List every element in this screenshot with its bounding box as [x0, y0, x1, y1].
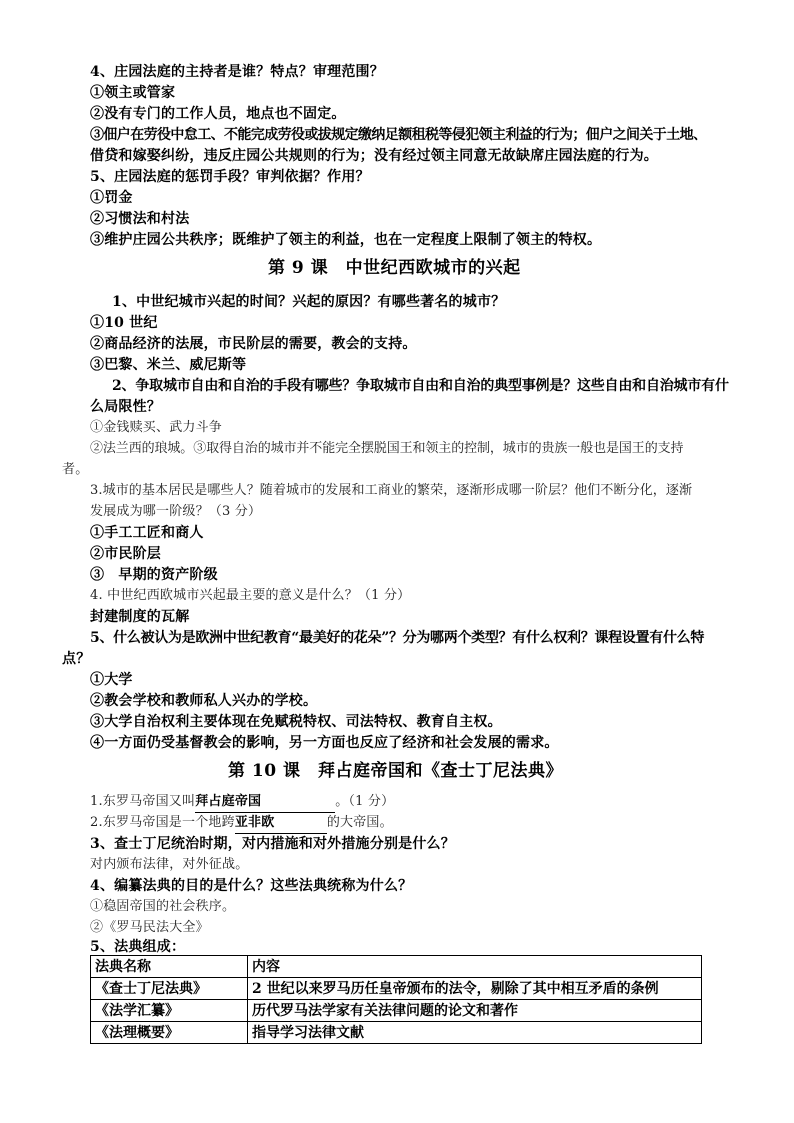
answer-s10-1-blank: 拜占庭帝国	[195, 792, 335, 813]
table-header-name: 法典名称	[91, 956, 248, 978]
table-cell-content: 指导学习法律文献	[248, 1022, 702, 1044]
question-s10-2-prefix: 2.东罗马帝国是一个地跨	[90, 815, 235, 830]
table-cell-content: 2 世纪以来罗马历任皇帝颁布的法令，剔除了其中相互矛盾的条例	[248, 978, 702, 1000]
answer-s9-2-2-line2: 者。	[62, 462, 89, 477]
answer-s9-5-2: ②教会学校和教师私人兴办的学校。	[90, 693, 318, 709]
table-header-content: 内容	[248, 956, 702, 978]
answer-s8-4-2: ②没有专门的工作人员，地点也不固定。	[90, 106, 346, 122]
answer-s10-3: 对内颁布法律，对外征战。	[90, 857, 249, 872]
answer-s8-4-1: ①领主或管家	[90, 85, 176, 101]
answer-s9-1-1: ①10 世纪	[90, 315, 158, 331]
answer-s9-4: 封建制度的瓦解	[90, 609, 190, 625]
table-header-row	[91, 956, 702, 978]
lesson-9-title: 第 9 课 中世纪西欧城市的兴起	[268, 258, 521, 278]
table-cell-name: 《查士丁尼法典》	[91, 978, 248, 1000]
answer-s10-4-1: ①稳固帝国的社会秩序。	[90, 899, 236, 914]
question-s10-3: 3、查士丁尼统治时期，对内措施和对外措施分别是什么？	[90, 836, 455, 852]
table-row	[91, 1000, 702, 1022]
question-s10-1-prefix: 1.东罗马帝国又叫	[90, 794, 196, 809]
table-cell-name: 《法学汇纂》	[91, 1000, 248, 1022]
table-cell-content: 历代罗马法学家有关法律问题的论文和著作	[248, 1000, 702, 1022]
answer-s8-5-2: ②习惯法和村法	[90, 211, 190, 227]
question-s9-1: 1、中世纪城市兴起的时间？兴起的原因？有哪些著名的城市？	[112, 294, 506, 310]
question-s10-4: 4、编纂法典的目的是什么？这些法典统称为什么？	[90, 878, 413, 894]
answer-s9-3-2: ②市民阶层	[90, 546, 161, 562]
table-cell-name: 《法理概要》	[91, 1022, 248, 1044]
answer-s9-5-4: ④一方面仍受基督教会的影响，另一方面也反应了经济和社会发展的需求。	[90, 735, 559, 751]
answer-s9-2-2-line1: ②法兰西的琅城。③取得自治的城市并不能完全摆脱国王和领主的控制，城市的贵族一般也是国王的支持	[90, 441, 684, 456]
answer-s9-1-2: ②商品经济的法展，市民阶层的需要，教会的支持。	[90, 336, 417, 352]
question-s9-3-line1: 3.城市的基本居民是哪些人？随着城市的发展和工商业的繁荣，逐渐形成哪一阶层？他们不断分化，逐渐	[90, 483, 693, 498]
answer-s8-5-3: ③维护庄园公共秩序；既维护了领主的利益，也在一定程度上限制了领主的特权。	[90, 232, 602, 248]
answer-s8-5-1: ①罚金	[90, 190, 133, 206]
table-row	[91, 1022, 702, 1044]
question-s10-2-suffix: 的大帝国。	[326, 815, 393, 830]
answer-s9-5-3: ③大学自治权利主要体现在免赋税特权、司法特权、教育自主权。	[90, 714, 502, 730]
answer-s9-1-3: ③巴黎、米兰、威尼斯等	[90, 357, 247, 373]
question-s9-5-line2: 点？	[62, 651, 91, 667]
answer-s9-3-1: ①手工工匠和商人	[90, 525, 204, 541]
question-s9-2-line2: 么局限性？	[90, 399, 161, 415]
question-s9-2-line1: 2、争取城市自由和自治的手段有哪些？争取城市自由和自治的典型事例是？这些自由和自治城市有什	[112, 378, 729, 394]
table-row	[91, 978, 702, 1000]
question-s9-5-line1: 5、什么被认为是欧洲中世纪教育“最美好的花朵”？分为哪两个类型？有什么权利？课程设置有什么特	[90, 630, 705, 646]
answer-s10-2-blank: 亚非欧	[235, 813, 327, 834]
answer-s8-4-3-line1: ③佃户在劳役中怠工、不能完成劳役或拔规定缴纳足额租税等侵犯领主利益的行为；佃户之间关于土地、	[90, 127, 707, 143]
question-s10-2	[90, 813, 393, 834]
question-s10-5: 5、法典组成：	[90, 939, 186, 955]
question-s9-3-line2: 发展成为哪一阶级？（3 分）	[90, 504, 262, 519]
question-s8-4: 4、庄园法庭的主持者是谁？特点？审理范围？	[90, 64, 384, 80]
answer-s9-5-1: ①大学	[90, 672, 133, 688]
answer-s9-3-3: ③ 早期的资产阶级	[90, 567, 218, 583]
question-s8-5: 5、庄园法庭的惩罚手段？审判依据？作用？	[90, 169, 370, 185]
question-s9-4: 4. 中世纪西欧城市兴起最主要的意义是什么？（1 分）	[90, 588, 411, 603]
answer-s10-4-2: ②《罗马民法大全》	[90, 920, 209, 935]
answer-s8-4-3-line2: 借贷和嫁娶纠纷，违反庄园公共规则的行为；没有经过领主同意无故缺席庄园法庭的行为。	[90, 148, 658, 164]
lesson-10-title: 第 10 课 拜占庭帝国和《查士丁尼法典》	[228, 761, 563, 781]
answer-s9-2-1: ①金钱赎买、武力斗争	[90, 420, 223, 435]
question-s10-1	[90, 792, 394, 813]
law-code-table	[90, 955, 702, 1044]
question-s10-1-suffix: 。（1 分）	[335, 794, 395, 809]
